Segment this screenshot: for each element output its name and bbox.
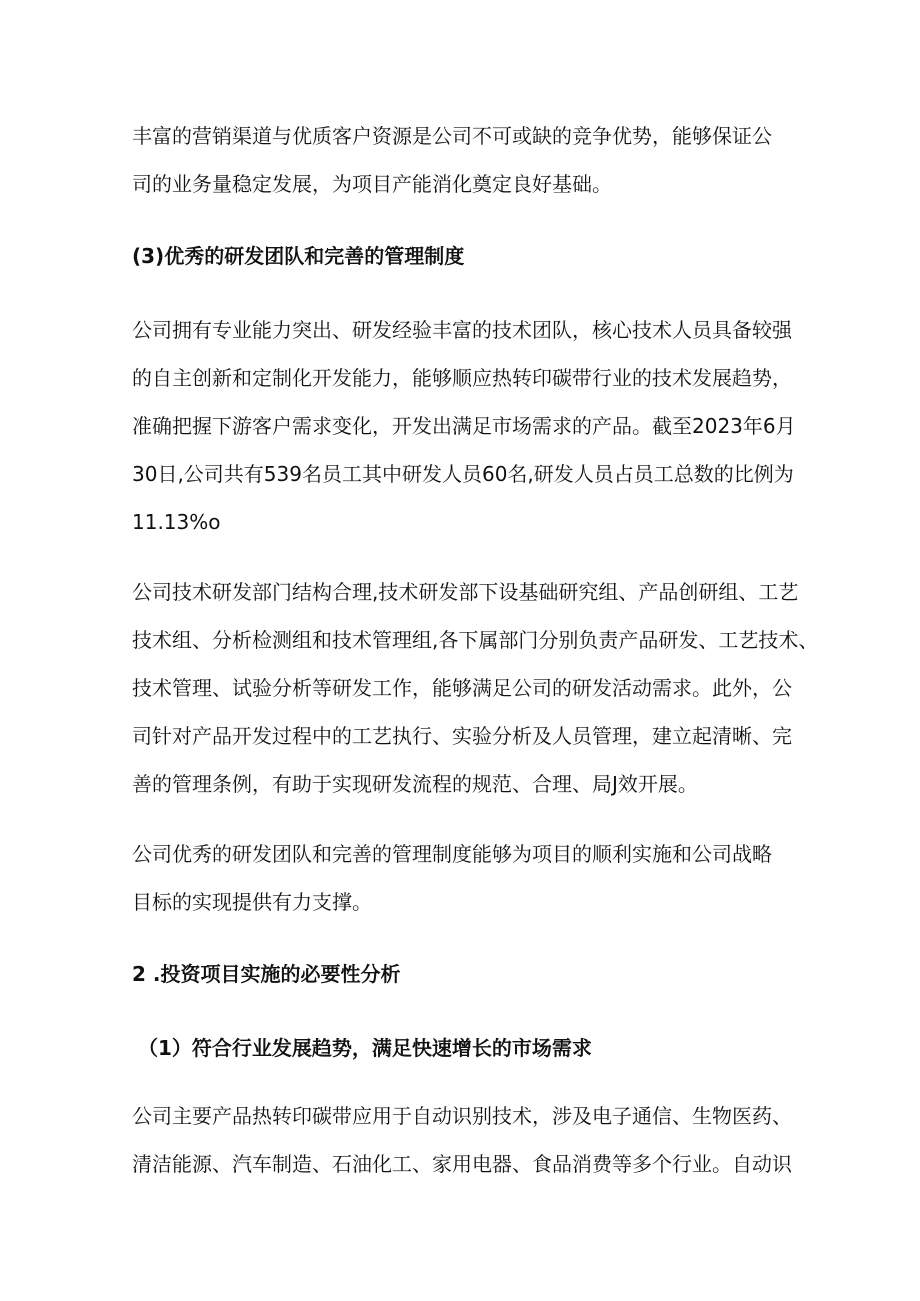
text-line: 公司拥有专业能力突出、研发经验丰富的技术团队，核心技术人员具备较强 (132, 318, 792, 342)
text-line: 公司优秀的研发团队和完善的管理制度能够为项目的顺利实施和公司战略 (132, 842, 772, 866)
section-heading-2: 2 .投资项目实施的必要性分析 (132, 962, 401, 986)
text-line: 公司技术研发部门结构合理,技术研发部下设基础研究组、产品创研组、工艺 (132, 580, 799, 604)
paragraph-products (132, 1092, 800, 1188)
text-line: 司针对产品开发过程中的工艺执行、实验分析及人员管理，建立起清晰、完 (132, 724, 792, 748)
text-line: 公司主要产品热转印碳带应用于自动识别技术，涉及电子通信、生物医药、 (132, 1104, 792, 1128)
paragraph-rd-team (132, 306, 800, 546)
text-line: 善的管理条例，有助于实现研发流程的规范、合理、局J效开展。 (132, 772, 698, 796)
section-heading-1: （1）符合行业发展趋势，满足快速增长的市场需求 (138, 1036, 592, 1060)
text-line: 司的业务量稳定发展，为项目产能消化奠定良好基础。 (132, 172, 612, 196)
text-line: 丰富的营销渠道与优质客户资源是公司不可或缺的竞争优势，能够保证公 (132, 124, 772, 148)
text-line: 30日,公司共有539名员工其中研发人员60名,研发人员占员工总数的比例为 (132, 462, 794, 486)
text-line: 准确把握下游客户需求变化，开发出满足市场需求的产品。截至2023年6月 (132, 414, 796, 438)
paragraph-support (132, 830, 800, 926)
section-heading-3: (3)优秀的研发团队和完善的管理制度 (132, 244, 465, 268)
text-line: 技术管理、试验分析等研发工作，能够满足公司的研发活动需求。此外，公 (132, 676, 792, 700)
text-line: 目标的实现提供有力支撑。 (132, 890, 372, 914)
text-line: 清洁能源、汽车制造、石油化工、家用电器、食品消费等多个行业。自动识 (132, 1152, 792, 1176)
paragraph-rd-structure (132, 568, 819, 808)
text-line: 的自主创新和定制化开发能力，能够顺应热转印碳带行业的技术发展趋势， (132, 366, 792, 390)
paragraph-marketing (132, 112, 800, 208)
text-line: 11.13%o (132, 510, 221, 534)
text-line: 技术组、分析检测组和技术管理组,各下属部门分别负责产品研发、工艺技术、 (132, 628, 819, 652)
